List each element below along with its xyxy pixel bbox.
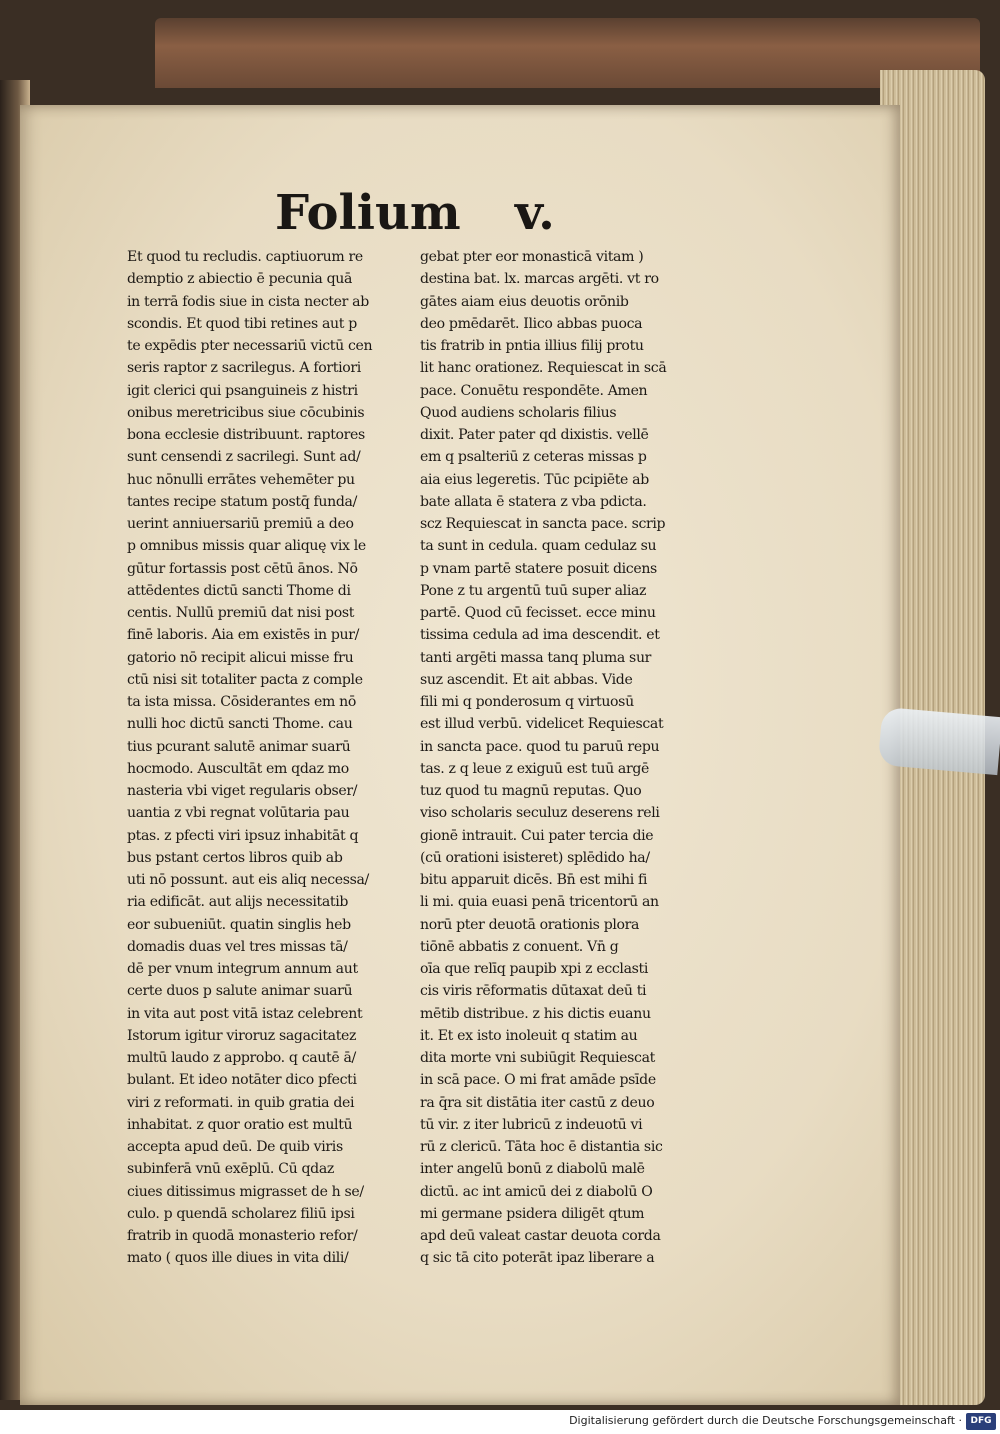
text-line: inter angelū bonū z diabolū malē — [420, 1161, 645, 1178]
book-clip — [878, 707, 1000, 775]
text-line: ciues ditissimus migrasset de h se/ — [127, 1183, 364, 1200]
text-line: bate allata ē statera z vba pdicta. — [420, 493, 647, 510]
text-line: gebat pter eor monasticā vitam ) — [420, 249, 644, 265]
text-line: fratrib in quodā monasterio refor/ — [127, 1228, 358, 1244]
text-line: viso scholaris seculuz deserens reli — [420, 805, 660, 822]
text-line: ta ista missa. Cōsiderantes em nō — [127, 694, 357, 710]
text-line: dē per vnum integrum annum aut — [127, 961, 358, 977]
text-line: est illud verbū. videlicet Requiescat — [420, 716, 664, 733]
folio-heading — [275, 185, 635, 245]
text-line: p vnam partē statere posuit dicens — [420, 560, 657, 577]
text-line: scondis. Et quod tibi retines aut p — [127, 315, 357, 332]
funding-credit: Digitalisierung gefördert durch die Deutsche Forschungsgemeinschaft · — [569, 1414, 962, 1427]
text-line: em q psalteriū z ceteras missas p — [420, 449, 647, 466]
text-line: seris raptor z sacrilegus. A fortiori — [127, 360, 361, 377]
text-line: tis fratrib in pntia illius filij protu — [420, 338, 644, 354]
text-line: tū vir. z iter lubricū z indeuotū vi — [420, 1116, 643, 1133]
text-line: deo pmēdarēt. Ilico abbas puoca — [420, 315, 643, 332]
text-line: hocmodo. Auscultāt em qdaz mo — [127, 760, 349, 777]
text-line: in scā pace. O mi frat amāde psīde — [420, 1072, 656, 1089]
text-line: nulli hoc dictū sancti Thome. cau — [127, 716, 353, 733]
text-line: Quod audiens scholaris filius — [420, 404, 617, 421]
text-line: subinferā vnū exēplū. Cū qdaz — [127, 1161, 334, 1178]
text-line: demptio z abiectio ē pecunia quā — [127, 271, 353, 288]
text-line: viri z reformati. in quib gratia dei — [127, 1094, 355, 1111]
text-line: te expēdis pter necessariū victū cen — [127, 338, 373, 354]
left-text-column — [127, 246, 410, 1270]
text-line: onibus meretricibus siue cōcubinis — [127, 404, 365, 421]
text-line: in sancta pace. quod tu paruū repu — [420, 738, 660, 755]
text-line: gionē intrauit. Cui pater tercia die — [420, 827, 654, 844]
text-line: gūtur fortassis post cētū ānos. Nō — [127, 560, 358, 577]
text-line: accepta apud deū. De quib viris — [127, 1139, 343, 1155]
text-line: uti nō possunt. aut eis aliq necessa/ — [127, 872, 369, 888]
text-line: apd deū valeat castar deuota corda — [420, 1228, 661, 1244]
text-line: tius pcurant salutē animar suarū — [127, 738, 351, 755]
footer-bar — [0, 1410, 1000, 1434]
text-line: bulant. Et ideo notāter dico pfecti — [127, 1072, 357, 1089]
folio-word: Folium — [275, 185, 461, 241]
text-line: tuz quod tu magnū reputas. Quo — [420, 783, 642, 799]
text-line: rū z clericū. Tāta hoc ē distantia sic — [420, 1139, 663, 1155]
text-line: in terrā fodis siue in cista necter ab — [127, 293, 369, 310]
text-line: oīa que relīq paupib xpi z ecclasti — [420, 961, 648, 977]
text-line: partē. Quod cū fecisset. ecce minu — [420, 605, 656, 621]
text-line: ra q̄ra sit distātia iter castū z deuo — [420, 1094, 655, 1111]
text-line: dita morte vni subiūgit Requiescat — [420, 1050, 655, 1066]
text-line: tissima cedula ad ima descendit. et — [420, 627, 660, 644]
text-line: p omnibus missis quar aliquę vix le — [127, 538, 366, 555]
text-line: domadis duas vel tres missas tā/ — [127, 938, 348, 955]
text-line: Pone z tu argentū tuū super aliaz — [420, 582, 647, 599]
text-line: scz Requiescat in sancta pace. scrip — [420, 516, 666, 532]
text-line: aia eius legeretis. Tūc pcipiēte ab — [420, 471, 649, 488]
text-line: cis viris rēformatis dūtaxat deū ti — [420, 983, 647, 1000]
text-line: uantia z vbi regnat volūtaria pau — [127, 805, 350, 822]
text-line: gātes aiam eius deuotis orōnib — [420, 293, 629, 310]
text-line: ria edificāt. aut alijs necessitatib — [127, 894, 349, 911]
text-line: dictū. ac int amicū dei z diabolū O — [420, 1183, 653, 1200]
folio-number: v. — [515, 185, 555, 241]
text-line: nasteria vbi viget regularis obser/ — [127, 783, 358, 799]
text-line: fili mi q ponderosum q virtuosū — [420, 694, 634, 710]
text-line: bitu apparuit dicēs. Bn̄ est mihi fi — [420, 872, 648, 888]
text-line: ta sunt in cedula. quam cedulaz su — [420, 538, 657, 555]
right-text-column — [420, 246, 705, 1270]
text-line: tiōnē abbatis z conuent. Vn̄ g — [420, 938, 619, 955]
text-line: Istorum igitur viroruz sagacitatez — [127, 1027, 357, 1044]
text-line: tanti argēti massa tanq pluma sur — [420, 649, 652, 666]
text-line: in vita aut post vitā istaz celebrent — [127, 1005, 363, 1022]
text-line: tas. z q leue z exiguū est tuū argē — [420, 760, 650, 777]
text-line: mato ( quos ille diues in vita dili/ — [127, 1250, 349, 1267]
text-line: mētib distribue. z his dictis euanu — [420, 1005, 651, 1022]
text-line: (cū orationi isisteret) splēdido ha/ — [420, 849, 650, 866]
text-line: li mi. quia euasi penā tricentorū an — [420, 894, 659, 911]
text-line: igit clerici qui psanguineis z histri — [127, 382, 358, 399]
text-line: finē laboris. Aia em existēs in pur/ — [127, 627, 360, 644]
text-line: certe duos p salute animar suarū — [127, 983, 353, 1000]
text-line: pace. Conuētu respondēte. Amen — [420, 382, 648, 399]
text-line: huc nōnulli errātes vehemēter pu — [127, 471, 355, 488]
text-line: sunt censendi z sacrilegi. Sunt ad/ — [127, 449, 361, 466]
text-line: mi germane psidera diligēt qtum — [420, 1205, 645, 1222]
text-line: ptas. z pfecti viri ipsuz inhabitāt q — [127, 827, 359, 844]
text-line: multū laudo z approbo. q cautē ā/ — [127, 1050, 356, 1066]
text-line: it. Et ex isto inoleuit q statim au — [420, 1027, 638, 1044]
text-line: destina bat. lx. marcas argēti. vt ro — [420, 271, 659, 288]
text-line: centis. Nullū premiū dat nisi post — [127, 605, 355, 621]
text-line: q sic tā cito poterāt ipaz liberare a — [420, 1250, 655, 1267]
text-line: attēdentes dictū sancti Thome di — [127, 582, 351, 599]
text-line: Et quod tu recludis. captiuorum re — [127, 249, 363, 265]
text-line: bus pstant certos libros quib ab — [127, 849, 343, 866]
text-line: ctū nisi sit totaliter pacta z comple — [127, 671, 363, 688]
text-line: suz ascendit. Et ait abbas. Vide — [420, 671, 633, 688]
text-line: lit hanc orationez. Requiescat in scā — [420, 360, 667, 377]
text-line: inhabitat. z quor oratio est multū — [127, 1116, 353, 1133]
text-line: dixit. Pater pater qd dixistis. vellē — [420, 427, 649, 443]
text-line: norū pter deuotā orationis plora — [420, 916, 640, 933]
text-line: eor subueniūt. quatin singlis heb — [127, 916, 351, 933]
text-line: tantes recipe statum postq̄ funda/ — [127, 493, 357, 510]
book-top-edge — [155, 18, 980, 88]
dfg-logo: DFG — [966, 1413, 996, 1430]
text-line: uerint anniuersariū premiū a deo — [127, 516, 354, 532]
text-line: bona ecclesie distribuunt. raptores — [127, 427, 365, 443]
text-line: culo. p quendā scholarez filiū ipsi — [127, 1205, 355, 1222]
text-line: gatorio nō recipit alicui misse fru — [127, 649, 354, 666]
